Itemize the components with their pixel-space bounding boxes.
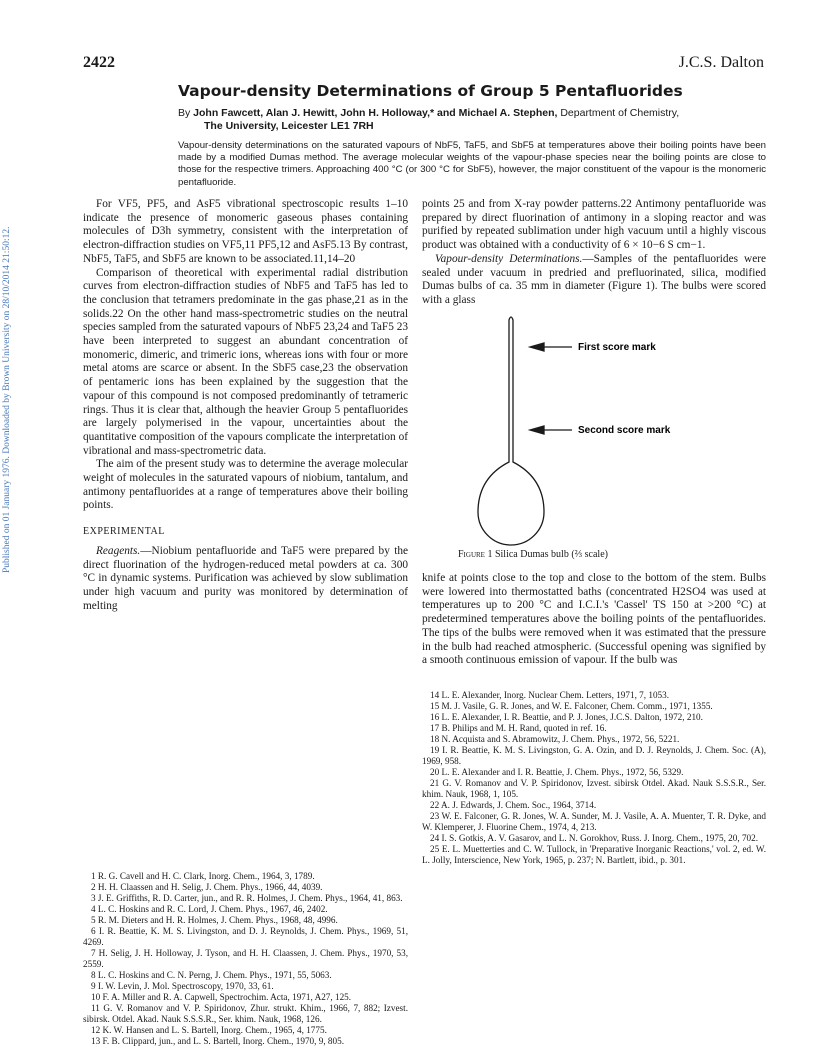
intro-paragraph-2: Comparison of theoretical with experimental radial distribution curves from electron-diffraction studies of NbF5 and TaF5 has led to the conclusion that tetramers predominate in the gas phase,21 as in the solids.22 On the other hand mass-spectrometric studies on the neutral species sampled from the saturated vapours of NbF5 23,24 and TaF5 23 have been interpreted to suggest an abundant concentration of monomeric, dimeric, and trimeric ions, whereas ions with four or more metal atoms are scarce or absent. In the SbF5 case,23 the observation of pentameric ions has been explained by the suggestion that the vapour of this compound is not composed predominantly of tetrameric rings. Thus it is clear that, although the heavier Group 5 pentafluorides are largely polymerised in the vapour, uncertainties about the quantitative composition of the vapours complicate the interpretation of vibrational and mass-spectrometric data. bbox=[83, 266, 408, 457]
reagents-text: —Niobium pentafluoride and TaF5 were prepared by the direct fluorination of the hydrogen-reduced metal powders at ca. 300 °C in dynamic systems. Purification was achieved by slow sublimation under high vacuum and purity was monitored by determination of melting bbox=[83, 544, 408, 612]
authors-prefix: By bbox=[178, 107, 194, 119]
article-title: Vapour-density Determinations of Group 5 Pentafluorides bbox=[178, 82, 683, 100]
download-note: Published on 01 January 1976. Downloaded by Brown University on 28/10/2014 21:50:12. bbox=[2, 226, 12, 574]
reference-item: 21 G. V. Romanov and V. P. Spiridonov, Izvest. sibirsk Otdel. Akad. Nauk S.S.S.R., Ser. khim. Nauk, 1968, 1, 105. bbox=[422, 778, 766, 799]
second-score-label: Second score mark bbox=[578, 425, 671, 436]
references-right bbox=[422, 690, 766, 866]
figure-caption-text: Silica Dumas bulb (⅔ scale) bbox=[492, 549, 608, 560]
reference-item: 16 L. E. Alexander, I. R. Beattie, and P. J. Jones, J.C.S. Dalton, 1972, 210. bbox=[430, 712, 703, 722]
journal-name: J.C.S. Dalton bbox=[678, 54, 764, 71]
reference-item: 5 R. M. Dieters and H. R. Holmes, J. Chem. Phys., 1968, 48, 4996. bbox=[91, 915, 338, 925]
reference-item: 24 I. S. Gotkis, A. V. Gasarov, and L. N. Gorokhov, Russ. J. Inorg. Chem., 1975, 20, 702. bbox=[430, 833, 759, 843]
reference-item: 15 M. J. Vasile, G. R. Jones, and W. E. Falconer, Chem. Comm., 1971, 1355. bbox=[430, 701, 713, 711]
left-body bbox=[83, 198, 408, 613]
figure-caption-label: Figure 1 bbox=[458, 549, 493, 560]
reference-item: 6 I. R. Beattie, K. M. S. Livingston, and D. J. Reynolds, J. Chem. Phys., 1969, 51, 4269. bbox=[83, 926, 408, 947]
reference-item: 7 H. Selig, J. H. Holloway, J. Tyson, and H. H. Claassen, J. Chem. Phys., 1970, 53, 2559. bbox=[83, 948, 408, 969]
reference-item: 18 N. Acquista and S. Abramowitz, J. Chem. Phys., 1972, 56, 5221. bbox=[430, 734, 680, 744]
reference-item: 10 F. A. Miller and R. A. Capwell, Spectrochim. Acta, 1971, A27, 125. bbox=[91, 992, 352, 1002]
author-names: John Fawcett, Alan J. Hewitt, John H. Holloway,* and Michael A. Stephen, bbox=[193, 107, 558, 119]
intro-paragraph-1: For VF5, PF5, and AsF5 vibrational spectroscopic results 1–10 indicate the presence of monomeric gaseous phases containing molecules of D3h symmetry, consistent with the interpretation of electron-diffraction studies on VF5,11 PF5,12 and AsF5.13 By contrast, NbF5, TaF5, and SbF5 are known to be associated.11,14–20 bbox=[83, 198, 408, 265]
figure-caption bbox=[458, 549, 608, 560]
reference-item: 14 L. E. Alexander, Inorg. Nuclear Chem. Letters, 1971, 7, 1053. bbox=[430, 690, 670, 700]
intro-paragraph-3: The aim of the present study was to determine the average molecular weight of molecules in the saturated vapours of niobium, tantalum, and antimony pentafluorides at a range of temperatures above their boiling points. bbox=[83, 458, 408, 512]
author-block bbox=[178, 107, 768, 133]
first-arrow-head bbox=[530, 343, 544, 351]
affiliation-dept: Department of Chemistry, bbox=[557, 107, 680, 119]
reference-item: 1 R. G. Cavell and H. C. Clark, Inorg. Chem., 1964, 3, 1789. bbox=[91, 871, 315, 881]
reagents-continued: points 25 and from X-ray powder patterns.22 Antimony pentafluoride was prepared by direct fluorination of antimony in a sloping reactor and was purified by repeated sublimation under high vacuum until a highly viscous product was obtained with a conductivity of 6 × 10−6 S cm−1. bbox=[422, 198, 766, 252]
reference-item: 25 E. L. Muetterties and C. W. Tullock, in 'Preparative Inorganic Reactions,' vol. 2, ed. W. L. Jolly, Interscience, New York, 1965, p. 237; N. Bartlett, ibid., p. 301. bbox=[422, 844, 766, 865]
reference-item: 19 I. R. Beattie, K. M. S. Livingston, G. A. Ozin, and D. J. Reynolds, J. Chem. Soc. (A), 1969, 958. bbox=[422, 745, 766, 766]
reagents-paragraph bbox=[83, 545, 408, 614]
page-number: 2422 bbox=[83, 54, 115, 71]
affiliation-university: The University, Leicester LE1 7RH bbox=[204, 120, 374, 132]
vapour-density-paragraph bbox=[422, 253, 766, 308]
reference-item: 12 K. W. Hansen and L. S. Bartell, Inorg. Chem., 1965, 4, 1775. bbox=[91, 1025, 327, 1035]
score-arrows bbox=[530, 343, 572, 434]
reference-item: 4 L. C. Hoskins and R. C. Lord, J. Chem. Phys., 1967, 46, 2402. bbox=[91, 904, 328, 914]
reference-item: 8 L. C. Hoskins and C. N. Perng, J. Chem. Phys., 1971, 55, 5063. bbox=[91, 970, 332, 980]
figure-dumas-bulb bbox=[422, 310, 766, 560]
section-heading-experimental: EXPERIMENTAL bbox=[83, 526, 165, 538]
first-score-label: First score mark bbox=[578, 342, 656, 353]
abstract: Vapour-density determinations on the saturated vapours of NbF5, TaF5, and SbF5 at temperatures above their boiling points have been made by a modified Dumas method. The average molecular weights of the vapour-phase species near the boiling points are close to those for the respective trimers. Approaching 400 °C (or 300 °C for SbF5), however, the major constituent of the vapour is the monomeric pentafluoride. bbox=[178, 140, 766, 188]
reference-item: 9 I. W. Levin, J. Mol. Spectroscopy, 1970, 33, 61. bbox=[91, 981, 274, 991]
reference-item: 11 G. V. Romanov and V. P. Spiridonov, Zhur. strukt. Khim., 1966, 7, 882; Izvest. sibirsk. Otdel. Akad. Nauk S.S.S.R., Ser. khim. Nauk, 1968, 126. bbox=[83, 1003, 408, 1024]
reagents-subheading: Reagents. bbox=[96, 544, 141, 557]
reference-item: 20 L. E. Alexander and I. R. Beattie, J. Chem. Phys., 1972, 56, 5329. bbox=[430, 767, 684, 777]
reference-item: 13 F. B. Clippard, jun., and L. S. Bartell, Inorg. Chem., 1970, 9, 805. bbox=[91, 1036, 345, 1046]
reference-item: 3 J. E. Griffiths, R. D. Carter, jun., and R. R. Holmes, J. Chem. Phys., 1964, 41, 863. bbox=[91, 893, 403, 903]
vapour-density-subheading: Vapour-density Determinations. bbox=[435, 252, 583, 265]
reference-item: 2 H. H. Claassen and H. Selig, J. Chem. Phys., 1966, 44, 4039. bbox=[91, 882, 323, 892]
right-body-continued bbox=[422, 572, 766, 668]
procedure-paragraph: knife at points close to the top and close to the bottom of the stem. Bulbs were lowered into thermostatted baths (concentrated H2SO4 was used at temperatures up to 200 °C and I.C.I.'s 'Cassel' TS 150 at >200 °C) at predetermined temperatures above the boiling points of the pentafluorides. The tips of the bulbs were removed when it was estimated that the pressure in the bulb had reached atmospheric. (Successful opening was signified by a smooth continuous emission of vapour. If the bulb was bbox=[422, 572, 766, 667]
vapour-density-text: —Samples of the pentafluorides were sealed under vacuum in predried and prefluorinated, silica, modified Dumas bulbs of ca. 35 mm in diameter (Figure 1). The bulbs were scored with a glass bbox=[422, 252, 767, 306]
right-body-top bbox=[422, 198, 766, 308]
reference-item: 17 B. Philips and M. H. Rand, quoted in ref. 16. bbox=[430, 723, 607, 733]
reference-item: 22 A. J. Edwards, J. Chem. Soc., 1964, 3714. bbox=[430, 800, 597, 810]
reference-item: 23 W. E. Falconer, G. R. Jones, W. A. Sunder, M. J. Vasile, A. A. Muenter, T. R. Dyke, and W. Klemperer, J. Fluorine Chem., 1974, 4, 213. bbox=[422, 811, 766, 832]
references-left bbox=[83, 871, 408, 1047]
second-arrow-head bbox=[530, 426, 544, 434]
